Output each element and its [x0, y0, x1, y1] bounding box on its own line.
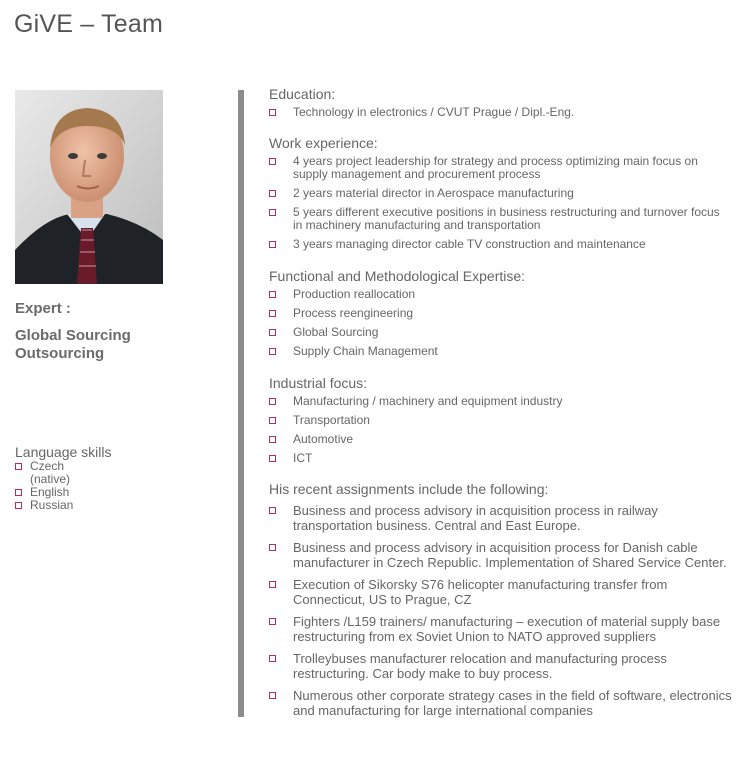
list-item-line: in machinery manufacturing and transportation — [293, 218, 541, 232]
bullet-icon — [269, 158, 276, 165]
language-name: Czech — [30, 459, 65, 473]
list-item — [269, 307, 747, 320]
bullet-icon — [269, 618, 276, 625]
section-title-expertise: Functional and Methodological Expertise: — [269, 268, 526, 284]
list-item-line: and manufacturing for large international companies — [293, 703, 593, 718]
bullet-icon — [269, 209, 276, 216]
list-item-line: restructuring from ex Soviet Union to NATO approved suppliers — [293, 629, 656, 644]
list-item-line: 2 years material director in Aerospace manufacturing — [293, 186, 574, 200]
expert-area: Global Sourcing — [15, 327, 131, 344]
industrial-list — [269, 395, 747, 465]
page-title: GiVE – Team — [14, 10, 164, 38]
portrait-image — [15, 90, 163, 284]
language-item — [15, 460, 73, 486]
list-item — [269, 395, 747, 408]
bullet-icon — [269, 241, 276, 248]
bullet-icon — [15, 463, 22, 470]
list-item-text: Automotive — [293, 432, 354, 446]
bullet-icon — [269, 544, 276, 551]
bullet-icon — [269, 417, 276, 424]
list-item — [269, 452, 747, 465]
list-item-line: 4 years project leadership for strategy and process optimizing main focus on — [293, 154, 698, 168]
list-item — [269, 326, 747, 339]
bullet-icon — [269, 655, 276, 662]
list-item-text: Technology in electronics / CVUT Prague / Dipl.-Eng. — [293, 105, 575, 119]
list-item-text: Production reallocation — [293, 287, 416, 301]
list-item-text: Process reengineering — [293, 306, 414, 320]
bullet-icon — [269, 692, 276, 699]
section-title-education: Education: — [269, 86, 336, 102]
list-item — [269, 288, 747, 301]
list-item-line: Trolleybuses manufacturer relocation and manufacturing process — [293, 651, 667, 666]
bullet-icon — [269, 455, 276, 462]
profile-details — [269, 86, 747, 718]
list-item-text: Transportation — [293, 413, 370, 427]
expert-areas — [15, 327, 131, 363]
bullet-icon — [269, 348, 276, 355]
bullet-icon — [269, 109, 276, 116]
bullet-icon — [269, 291, 276, 298]
vertical-divider — [238, 90, 244, 717]
list-item-text: ICT — [293, 451, 313, 465]
list-item — [269, 155, 747, 181]
bullet-icon — [269, 398, 276, 405]
bullet-icon — [269, 581, 276, 588]
list-item-line: Numerous other corporate strategy cases in the field of software, electronics — [293, 688, 732, 703]
list-item — [269, 238, 747, 251]
list-item — [269, 414, 747, 427]
work-list — [269, 155, 747, 251]
list-item-line: 3 years managing director cable TV construction and maintenance — [293, 237, 646, 251]
list-item — [269, 106, 747, 119]
list-item-line: 5 years different executive positions in business restructuring and turnover focus — [293, 205, 720, 219]
list-item — [269, 433, 747, 446]
bullet-icon — [269, 329, 276, 336]
list-item-line: Business and process advisory in acquisition process for Danish cable — [293, 540, 698, 555]
language-list — [15, 460, 73, 512]
list-item-text: Global Sourcing — [293, 325, 379, 339]
list-item — [269, 577, 747, 607]
list-item-line: Fighters /L159 trainers/ manufacturing – execution of material supply base — [293, 614, 721, 629]
list-item-line: transportation business. Central and East Europe. — [293, 518, 581, 533]
list-item — [269, 345, 747, 358]
list-item-line: manufacturer in Czech Republic. Implementation of Shared Service Center. — [293, 555, 727, 570]
expert-label: Expert : — [15, 300, 71, 317]
bullet-icon — [269, 190, 276, 197]
list-item-line: restructuring. Car body make to buy process. — [293, 666, 553, 681]
list-item — [269, 688, 747, 718]
language-name: English — [30, 485, 70, 499]
list-item — [269, 206, 747, 232]
bullet-icon — [15, 502, 22, 509]
list-item — [269, 540, 747, 570]
language-item — [15, 499, 73, 512]
section-title-assignments: His recent assignments include the following: — [269, 481, 549, 497]
bullet-icon — [269, 436, 276, 443]
list-item-line: Connecticut, US to Prague, CZ — [293, 592, 472, 607]
list-item-line: supply management and procurement process — [293, 167, 541, 181]
list-item — [269, 503, 747, 533]
list-item — [269, 651, 747, 681]
list-item-line: Execution of Sikorsky S76 helicopter manufacturing transfer from — [293, 577, 668, 592]
section-title-work: Work experience: — [269, 135, 378, 151]
bullet-icon — [269, 310, 276, 317]
bullet-icon — [269, 507, 276, 514]
section-title-industrial: Industrial focus: — [269, 375, 368, 391]
language-name: Russian — [30, 498, 74, 512]
list-item-line: Business and process advisory in acquisition process in railway — [293, 503, 658, 518]
bullet-icon — [15, 489, 22, 496]
language-note: (native) — [30, 472, 71, 486]
list-item — [269, 187, 747, 200]
expertise-list — [269, 288, 747, 358]
list-item-text: Manufacturing / machinery and equipment industry — [293, 394, 563, 408]
education-list — [269, 106, 747, 119]
expert-area: Outsourcing — [15, 345, 105, 362]
list-item — [269, 614, 747, 644]
list-item-text: Supply Chain Management — [293, 344, 438, 358]
portrait-photo — [15, 90, 163, 284]
assignments-list — [269, 503, 747, 718]
language-skills-title: Language skills — [15, 444, 112, 460]
